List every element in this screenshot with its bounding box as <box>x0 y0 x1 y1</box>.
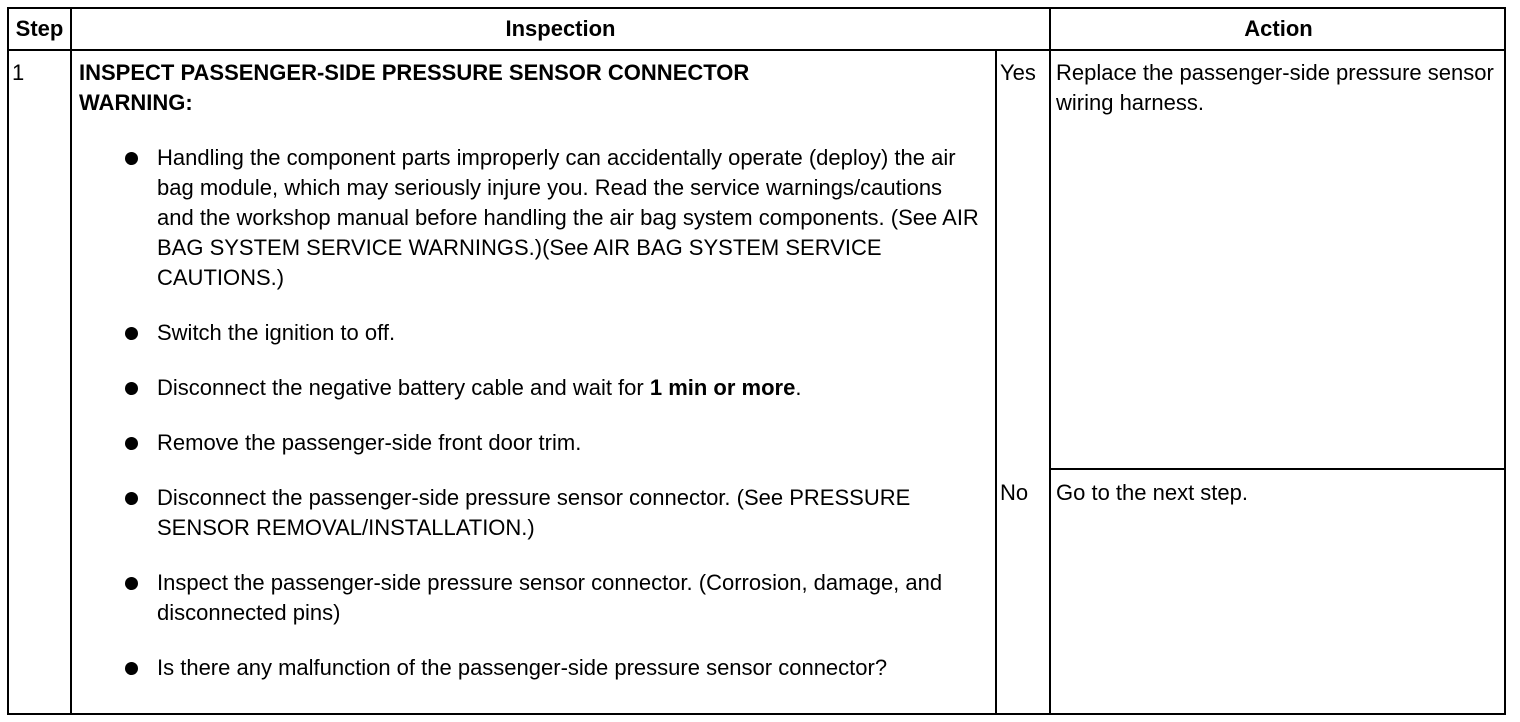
inspection-table <box>7 7 1506 715</box>
no-label: No <box>1000 480 1029 505</box>
column-divider <box>70 9 72 713</box>
list-item: Inspect the passenger-side pressure sensor connector. (Corrosion, damage, and disconnected pins) <box>79 568 984 628</box>
header-step: Step <box>15 16 64 41</box>
no-action: Go to the next step. <box>1056 480 1249 505</box>
list-item: Disconnect the negative battery cable and wait for 1 min or more. <box>79 373 984 403</box>
column-divider <box>1049 49 1051 715</box>
column-divider <box>995 49 997 715</box>
procedure-list <box>79 143 984 683</box>
list-item: Is there any malfunction of the passenger-side pressure sensor connector? <box>79 653 984 683</box>
bullet-icon <box>125 382 138 395</box>
list-item: Handling the component parts improperly can accidentally operate (deploy) the air bag module, which may seriously injure you. Read the service warnings/cautions and the workshop manual before handling the air bag system components. (See AIR BAG SYSTEM SERVICE WARNINGS.)(See AIR BAG SYSTEM SERVICE CAUTIONS.) <box>79 143 984 293</box>
inspection-title: INSPECT PASSENGER-SIDE PRESSURE SENSOR CONNECTOR <box>79 60 750 85</box>
bullet-icon <box>125 152 138 165</box>
wait-time: 1 min or more <box>649 375 796 400</box>
bullet-icon <box>125 492 138 505</box>
list-item: Remove the passenger-side front door trim. <box>79 428 984 458</box>
list-item: Disconnect the passenger-side pressure sensor connector. (See PRESSURE SENSOR REMOVAL/INSTALLATION.) <box>79 483 984 543</box>
warning-label: WARNING: <box>79 90 193 115</box>
bullet-icon <box>125 437 138 450</box>
header-action: Action <box>1244 16 1313 41</box>
step-number: 1 <box>12 60 25 85</box>
bullet-icon <box>125 662 138 675</box>
yes-label: Yes <box>1000 60 1036 85</box>
bullet-icon <box>125 577 138 590</box>
bullet-icon <box>125 327 138 340</box>
yes-action: Replace the passenger-side pressure sensor wiring harness. <box>1056 60 1494 115</box>
list-item: Switch the ignition to off. <box>79 318 984 348</box>
yes-no-divider <box>1049 468 1506 470</box>
inspection-content <box>79 58 984 683</box>
header-inspection: Inspection <box>505 16 616 41</box>
header-divider <box>9 49 1506 51</box>
